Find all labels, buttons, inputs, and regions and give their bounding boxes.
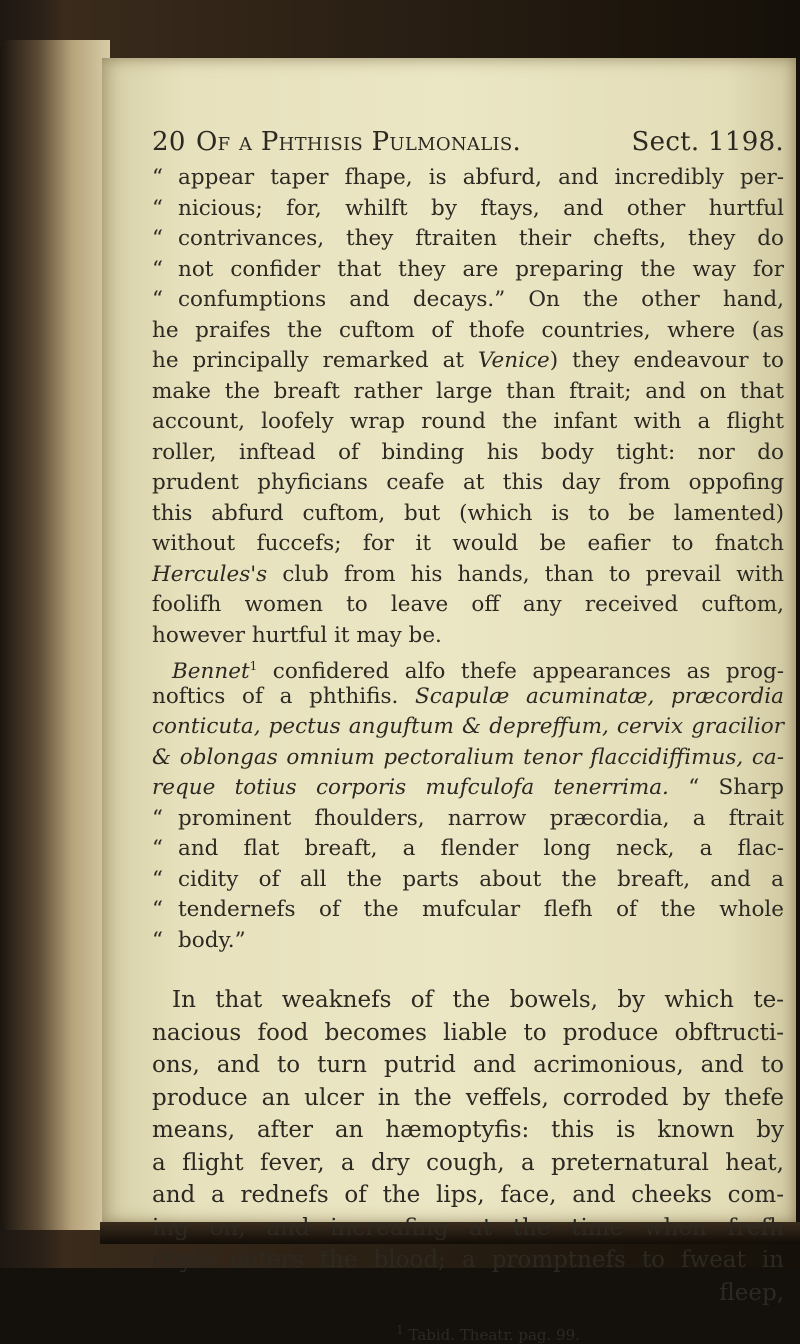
text-line: account, loofely wrap round the infant with a flight xyxy=(152,409,784,434)
text-line: “ contrivances, they ftraiten their chefts, they do xyxy=(152,226,784,251)
footnote-ref: 1 xyxy=(249,659,258,673)
paragraph-2 xyxy=(152,651,784,956)
text-line: produce an ulcer in the veffels, corroded by thefe xyxy=(152,1084,784,1111)
text-line: he principally remarked at Venice) they endeavour to xyxy=(152,348,785,373)
running-title: Of a Phthisis Pulmonalis. xyxy=(196,127,522,157)
running-header xyxy=(152,127,784,157)
text-line: “ and flat breaft, a flender long neck, a flac- xyxy=(152,836,784,861)
text-line: “ nicious; for, whilft by ftays, and other hurtful xyxy=(152,195,784,221)
text-line: chyle enters the blood; a promptnefs to fweat in xyxy=(152,1247,784,1273)
catchword: fleep, xyxy=(719,1279,784,1306)
footnote-text: Tabid. Theatr. pag. 99. xyxy=(408,1326,580,1344)
text-line: means, after an hæmoptyfis: this is known by xyxy=(152,1117,784,1143)
text-line: this abfurd cuftom, but (which is to be lamented) xyxy=(152,500,784,526)
text-block xyxy=(152,127,784,1344)
left-page-edge xyxy=(0,40,110,1230)
paragraph-1 xyxy=(152,163,784,651)
section-number: Sect. 1198. xyxy=(631,127,784,157)
text-line: conticuta, pectus anguftum & depreffum, cervix gracilior xyxy=(152,714,784,739)
text-line: noftics of a phthifis. Scapulæ acuminatæ, præcordia xyxy=(152,683,784,709)
text-line: ons, and to turn putrid and acrimonious, and to xyxy=(152,1052,784,1078)
text-line: “ cidity of all the parts about the breaft, and a xyxy=(152,866,784,892)
text-line: Bennet$^1$ confidered alfo thefe appearances as prog- xyxy=(172,659,784,685)
paragraph-3 xyxy=(152,984,784,1309)
text-line: “ appear taper fhape, is abfurd, and incredibly per- xyxy=(152,165,784,190)
text-line: foolifh women to leave off any received cuftom, xyxy=(152,592,784,617)
text-line: prudent phyficians ceafe at this day from oppofing xyxy=(152,470,784,495)
text-line: a flight fever, a dry cough, a preternatural heat, xyxy=(152,1149,784,1176)
page-number: 20 xyxy=(152,127,186,157)
text-line: “ tendernefs of the mufcular flefh of the whole xyxy=(152,897,784,922)
text-line: Hercules's club from his hands, than to prevail with xyxy=(152,561,784,587)
text-line: & oblongas omnium pectoralium tenor flaccidiffimus, ca- xyxy=(152,744,784,770)
text-line: and a rednefs of the lips, face, and cheeks com- xyxy=(152,1182,784,1208)
text-line: nacious food becomes liable to produce obftructi- xyxy=(152,1019,784,1046)
text-line: In that weaknefs of the bowels, by which te- xyxy=(172,987,784,1013)
text-line: make the breaft rather large than ftrait; and on that xyxy=(152,378,784,404)
text-line: reque totius corporis mufculofa tenerrima. “ Sharp xyxy=(152,775,784,800)
text-line: ing on, and increafing at the time when frefh xyxy=(152,1214,784,1241)
text-line: roller, inftead of binding his body tight: nor do xyxy=(152,439,784,465)
text-line: he praifes the cuftom of thofe countries, where (as xyxy=(152,317,784,343)
text-line: “ not confider that they are preparing the way for xyxy=(152,256,784,282)
text-line: “ body.” xyxy=(152,927,246,953)
text-line: “ confumptions and decays.” On the other hand, xyxy=(152,287,784,312)
footnote-mark: 1 xyxy=(396,1323,404,1337)
text-line: without fuccefs; for it would be eafier to fnatch xyxy=(152,531,784,556)
footnote xyxy=(152,1323,784,1344)
text-line: “ prominent fhoulders, narrow præcordia, a ftrait xyxy=(152,805,784,831)
text-line: however hurtful it may be. xyxy=(152,622,442,648)
